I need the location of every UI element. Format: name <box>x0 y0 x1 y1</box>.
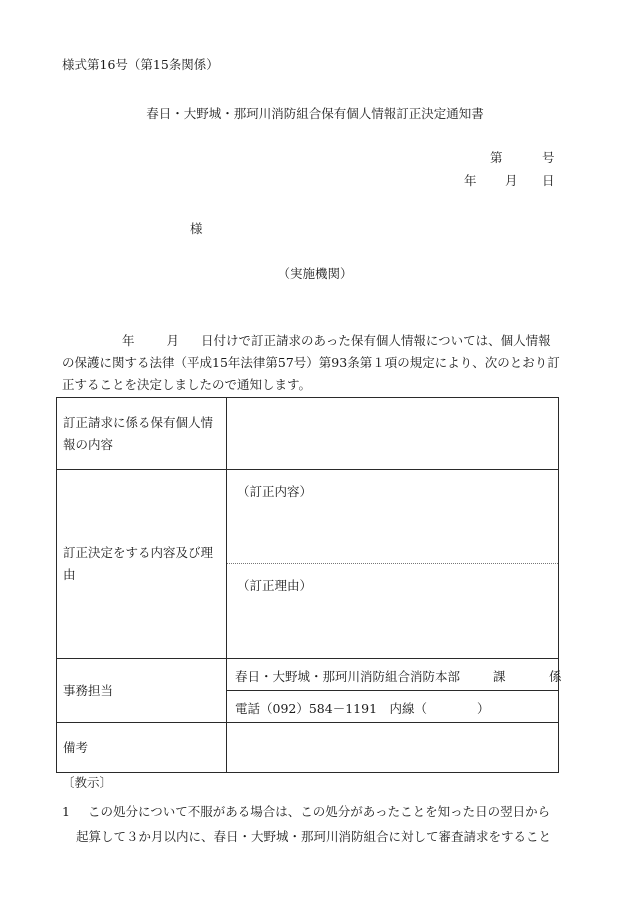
intro-paragraph <box>62 330 582 396</box>
addressee-suffix: 様 <box>190 221 203 236</box>
decision-content-cell <box>227 470 559 659</box>
doc-number-suffix: 号 <box>542 150 555 165</box>
intro-month: 月 <box>166 333 180 348</box>
decision-table <box>56 397 562 773</box>
date-month: 月 <box>505 173 518 188</box>
date-day: 日 <box>542 173 555 188</box>
table-row <box>57 659 559 723</box>
table-row <box>57 398 559 470</box>
intro-rest: 日付けで訂正請求のあった保有個人情報については、個人情報 <box>201 333 551 348</box>
correction-reason-label: （訂正理由） <box>237 578 313 593</box>
intro-line-1 <box>62 330 582 352</box>
correction-content-label: （訂正内容） <box>237 484 313 499</box>
instruction-line-2: 起算して３か月以内に、春日・大野城・那珂川消防組合に対して審査請求をすること <box>76 829 552 844</box>
instructions-heading: 〔教示〕 <box>62 775 113 790</box>
row-label-remarks: 備考 <box>57 723 227 773</box>
document-title: 春日・大野城・那珂川消防組合保有個人情報訂正決定通知書 <box>146 106 484 121</box>
office-name: 春日・大野城・那珂川消防組合消防本部 <box>235 669 461 684</box>
instructions-section <box>62 770 582 849</box>
correction-reason-section <box>227 564 558 658</box>
intro-line-2: の保護に関する法律（平成15年法律第57号）第93条第１項の規定により、次のとおり訂 <box>62 355 560 370</box>
remarks-content-cell <box>227 723 559 773</box>
office-content-cell <box>227 659 562 723</box>
issuer-label: （実施機関） <box>277 266 353 281</box>
office-name-line <box>227 659 562 691</box>
table-row <box>57 723 559 773</box>
row-label-decision: 訂正決定をする内容及び理由 <box>57 470 227 659</box>
intro-year: 年 <box>122 333 135 348</box>
intro-line-3: 正することを決定しましたので通知します。 <box>62 377 312 392</box>
personal-info-content-cell <box>227 398 559 470</box>
instruction-text <box>76 799 552 849</box>
row-label-office: 事務担当 <box>57 659 227 723</box>
form-id: 様式第16号（第15条関係） <box>62 57 219 72</box>
instruction-line-1: この処分について不服がある場合は、この処分があったことを知った日の翌日から <box>88 804 551 819</box>
row-label-personal-info: 訂正請求に係る保有個人情報の内容 <box>57 398 227 470</box>
doc-number-prefix: 第 <box>490 150 503 165</box>
office-phone: 電話（092）584－1191 内線（ ） <box>235 701 490 716</box>
correction-content-section <box>227 470 558 564</box>
table-row <box>57 470 559 659</box>
office-section: 課 <box>493 669 506 684</box>
office-staff: 係 <box>549 669 562 684</box>
date-year: 年 <box>464 173 477 188</box>
instruction-item <box>62 799 582 849</box>
instruction-number: 1 <box>62 804 70 819</box>
office-phone-line <box>227 691 558 722</box>
